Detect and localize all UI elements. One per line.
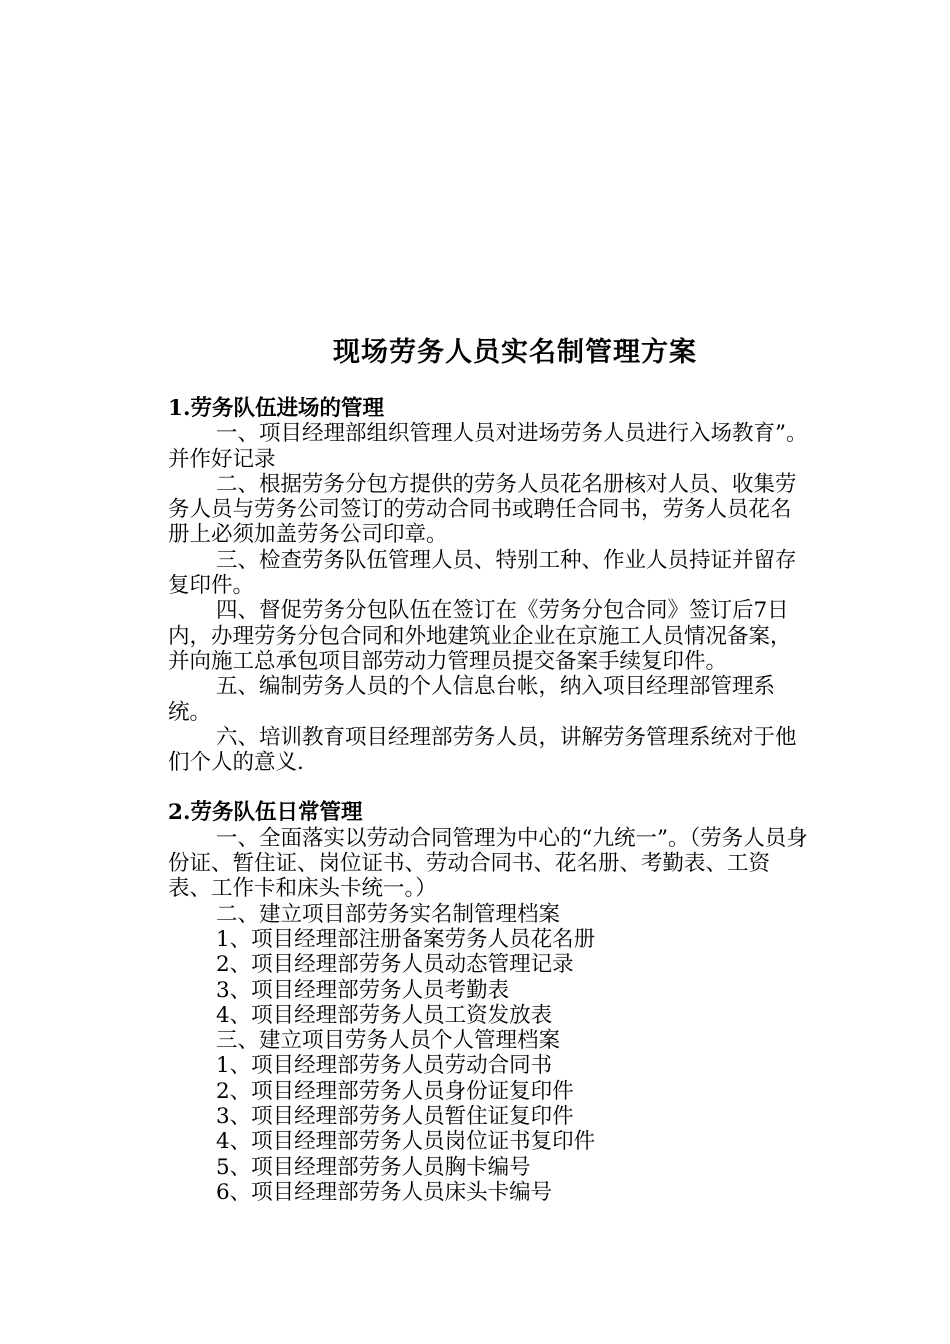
section1-paragraph: 三、检查劳务队伍管理人员、特别工种、作业人员持证并留存复印件。 bbox=[168, 547, 797, 599]
section1-paragraph: 四、督促劳务分包队伍在签订在《劳务分包合同》签订后7日内，办理劳务分包合同和外地建筑业企业在京施工人员情况备案，并向施工总承包项目部劳动力管理员提交备案手续复印件。 bbox=[168, 598, 792, 674]
section1-paragraph: 六、培训教育项目经理部劳务人员，讲解劳务管理系统对于他们个人的意义. bbox=[168, 724, 797, 776]
section1-paragraph: 五、编制劳务人员的个人信息台帐，纳入项目经理部管理系统。 bbox=[168, 674, 776, 725]
section-spacer bbox=[168, 775, 808, 800]
section2-heading: 2.劳务队伍日常管理 bbox=[168, 800, 363, 826]
list-item: 2、项目经理部劳务人员动态管理记录 bbox=[216, 952, 574, 978]
section2-paragraph: 一、全面落实以劳动合同管理为中心的“九统一”。（劳务人员身份证、暂住证、岗位证书、劳动合同书、花名册、考勤表、工资表、工作卡和床头卡统一。） bbox=[168, 825, 808, 902]
list-item: 6、项目经理部劳务人员床头卡编号 bbox=[216, 1179, 553, 1205]
section1-paragraph: 一、项目经理部组织管理人员对进场劳务人员进行入场教育”。并作好记录 bbox=[168, 421, 808, 472]
section1-paragraph: 二、根据劳务分包方提供的劳务人员花名册核对人员、收集劳务人员与劳务公司签订的劳动合同书或聘任合同书，劳务人员花名册上必须加盖劳务公司印章。 bbox=[168, 471, 797, 548]
document-title: 现场劳务人员实名制管理方案 bbox=[333, 337, 697, 368]
list-item: 3、项目经理部劳务人员暂住证复印件 bbox=[216, 1104, 574, 1130]
list-item: 1、项目经理部注册备案劳务人员花名册 bbox=[216, 926, 596, 952]
list-item: 1、项目经理部劳务人员劳动合同书 bbox=[216, 1053, 553, 1079]
list-item: 3、项目经理部劳务人员考勤表 bbox=[216, 977, 510, 1003]
section1-heading: 1.劳务队伍进场的管理 bbox=[168, 396, 384, 421]
subsection-title: 二、建立项目部劳务实名制管理档案 bbox=[216, 901, 561, 927]
list-item: 5、项目经理部劳务人员胸卡编号 bbox=[216, 1154, 531, 1180]
list-item: 4、项目经理部劳务人员工资发放表 bbox=[216, 1002, 553, 1028]
document-body bbox=[168, 396, 808, 1205]
list-item: 2、项目经理部劳务人员身份证复印件 bbox=[216, 1078, 574, 1104]
subsection-title: 三、建立项目劳务人员个人管理档案 bbox=[216, 1028, 561, 1054]
list-item: 4、项目经理部劳务人员岗位证书复印件 bbox=[216, 1129, 596, 1155]
